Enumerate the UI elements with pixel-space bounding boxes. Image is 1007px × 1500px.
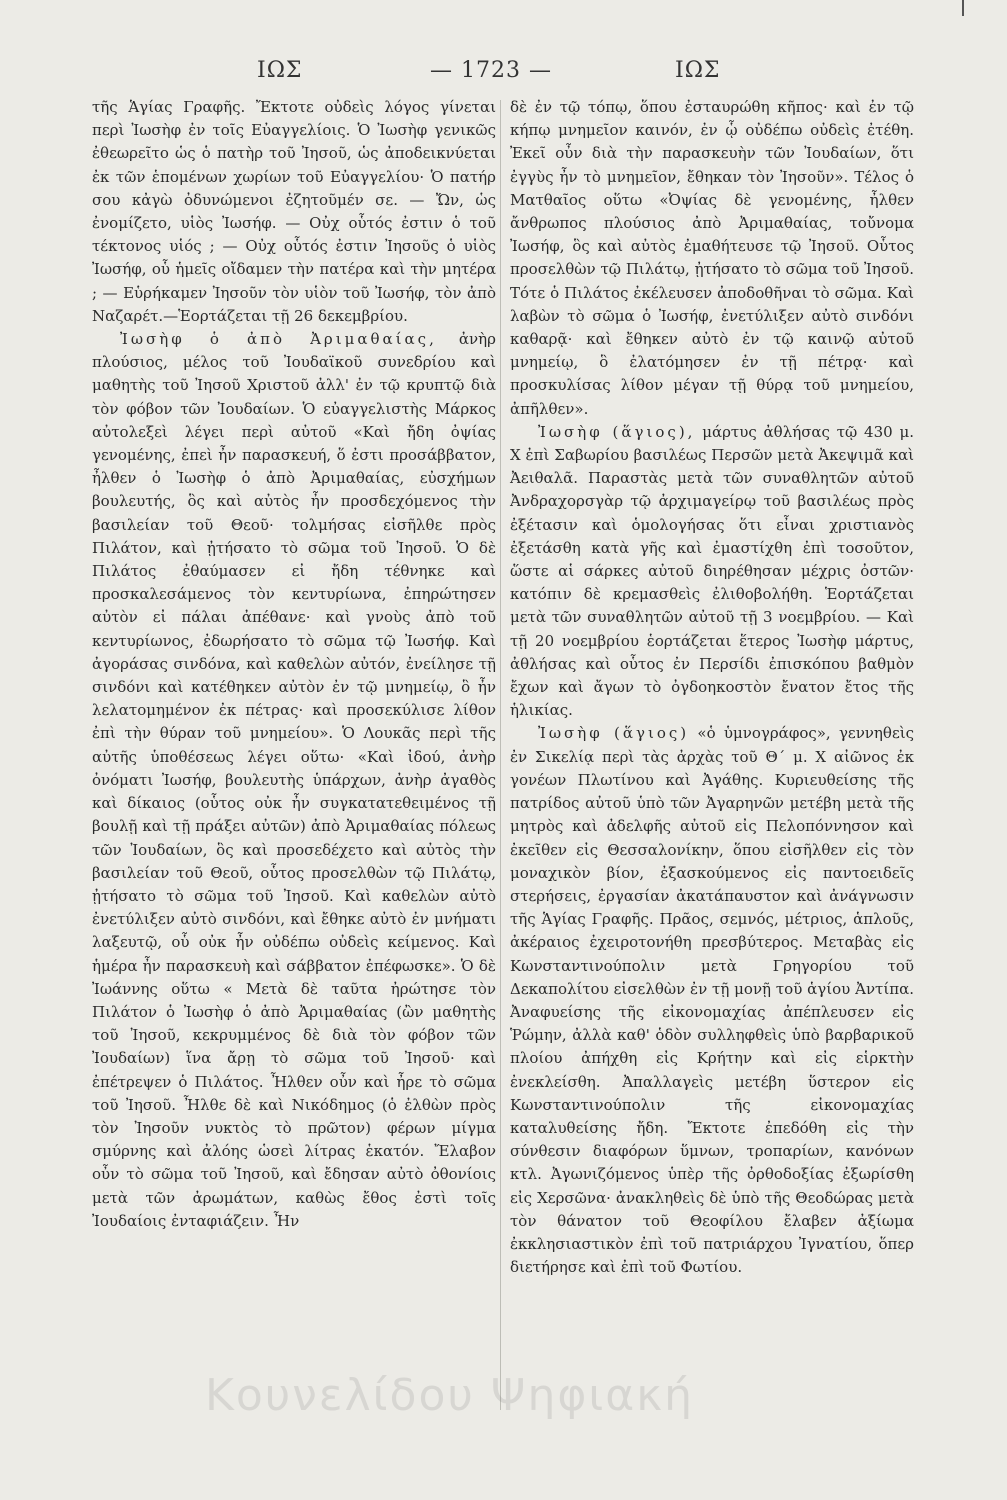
entry-headword: Ἰωσὴφ ὁ ἀπὸ Ἀριμαθαίας, (120, 330, 437, 349)
entry-joseph-martyr (510, 421, 914, 723)
entry-headword: Ἰωσὴφ (ἅγιος) (538, 724, 690, 743)
entry-headword: Ἰωσὴφ (ἅγιος), (538, 422, 696, 441)
entry-body: μάρτυς ἀθλήσας τῷ 430 μ. Χ ἐπὶ Σαβωρίου βασιλέως Περσῶν μετὰ Ἀκεψιμᾶ καὶ Ἀειθαλᾶ. Παραστὰς μετὰ τῶν συναθλητῶν αὐτοῦ Ἀνδραχορσγὰρ τῷ ἀρχιμαγείρῳ τοῦ βασιλέως πρὸς ἐξέτασιν καὶ ὁμολογήσας ὅτι εἶναι χριστιανὸς ἐξετάσθη κατὰ γῆς καὶ ἐμαστίχθη ἐπὶ τοσοῦτον, ὥστε αἱ σάρκες αὐτοῦ διηρέθησαν μέχρις ὀστῶν· κατόπιν δὲ κρεμασθεὶς ἐλιθοβολήθη. Ἑορτάζεται μετὰ τῶν συναθλητῶν αὐτοῦ τῇ 3 νοεμβρίου. — Καὶ τῇ 20 νοεμβρίου ἑορτάζεται ἕτερος Ἰωσὴφ μάρτυς, ἀθλήσας καὶ οὗτος ἐν Περσίδι ἐπισκόπου βαθμὸν ἔχων καὶ ἄγων τὸ ὀγδοηκοστὸν ἔνατον ἔτος τῆς ἡλικίας. (510, 422, 914, 720)
entry-body: «ὁ ὑμνογράφος», γεννηθεὶς ἐν Σικελίᾳ περὶ τὰς ἀρχὰς τοῦ Θ΄ μ. Χ αἰῶνος ἐκ γονέων Πλωτίνου καὶ Ἀγάθης. Κυριευθείσης τῆς πατρίδος αὐτοῦ ὑπὸ τῶν Ἀγαρηνῶν μετέβη μετὰ τῆς μητρὸς καὶ ἀδελφῆς αὐτοῦ εἰς Πελοπόννησον καὶ ἐκεῖθεν εἰς Θεσσαλονίκην, ὅπου εἰσῆλθεν εἰς τὸν μοναχικὸν βίον, ἐξασκούμενος εἰς παντοειδεῖς στερήσεις, ἐργασίαν ἀκατάπαυστον καὶ ἀνάγνωσιν τῆς Ἁγίας Γραφῆς. Πρᾶος, σεμνός, μέτριος, ἁπλοῦς, ἀκέραιος ἐχειροτονήθη πρεσβύτερος. Μεταβὰς εἰς Κωνσταντινούπολιν μετὰ Γρηγορίου τοῦ Δεκαπολίτου εἰσελθὼν ἐν τῇ μονῇ τοῦ ἁγίου Ἀντίπα. Ἀναφυείσης τῆς εἰκονομαχίας ἀπέπλευσεν εἰς Ῥώμην, ἀλλὰ καθ' ὁδὸν συλληφθεὶς ὑπὸ βαρβαρικοῦ πλοίου ἀπήχθη εἰς Κρήτην καὶ εἰς εἱρκτὴν ἐνεκλείσθη. Ἀπαλλαγεὶς μετέβη ὕστερον εἰς Κωνσταντινούπολιν τῆς εἰκονομαχίας καταλυθείσης ἤδη. Ἔκτοτε ἐπεδόθη εἰς τὴν σύνθεσιν διαφόρων ὕμνων, τροπαρίων, κανόνων κτλ. Ἀγωνιζόμενος ὑπὲρ τῆς ὀρθοδοξίας ἐξωρίσθη εἰς Χερσῶνα· ἀνακληθεὶς δὲ ὑπὸ τῆς Θεοδώρας μετὰ τὸν θάνατον τοῦ Θεοφίλου ἔλαβεν ἀξίωμα ἐκκλησιαστικὸν ἐπὶ τοῦ πατριάρχου Ἰγνατίου, ὅπερ διετήρησε καὶ ἐπὶ τοῦ Φωτίου. (510, 724, 914, 1277)
library-watermark: Κουνελίδου Ψηφιακή (205, 1370, 695, 1421)
entry-continuation: δὲ ἐν τῷ τόπῳ, ὅπου ἐσταυρώθη κῆπος· καὶ ἐν τῷ κήπῳ μνημεῖον καινόν, ἐν ᾧ οὐδέπω οὐδεὶς ἐτέθη. Ἐκεῖ οὖν διὰ τὴν παρασκευὴν τῶν Ἰουδαίων, ὅτι ἐγγὺς ἦν τὸ μνημεῖον, ἔθηκαν τὸν Ἰησοῦν». Τέλος ὁ Ματθαῖος οὕτω «Ὀψίας δὲ γενομένης, ἦλθεν ἄνθρωπος πλούσιος ἀπὸ Ἀριμαθαίας, τοὔνομα Ἰωσήφ, ὃς καὶ αὐτὸς ἐμαθήτευσε τῷ Ἰησοῦ. Οὗτος προσελθὼν τῷ Πιλάτῳ, ᾐτήσατο τὸ σῶμα τοῦ Ἰησοῦ. Τότε ὁ Πιλάτος ἐκέλευσεν ἀποδοθῆναι τὸ σῶμα. Καὶ λαβὼν τὸ σῶμα ὁ Ἰωσήφ, ἐνετύλιξεν αὐτὸ σινδόνι καθαρᾷ· καὶ ἔθηκεν αὐτὸ ἐν τῷ καινῷ αὐτοῦ μνημείῳ, ὃ ἐλατόμησεν ἐν τῇ πέτρᾳ· καὶ προσκυλίσας λίθον μέγαν τῇ θύρᾳ τοῦ μνημείου, ἀπῆλθεν». (510, 98, 914, 418)
header-left-term: ΙΩΣ (257, 58, 303, 83)
right-column (510, 96, 914, 1279)
header-right-term: ΙΩΣ (675, 58, 721, 83)
page-number: — 1723 — (430, 58, 552, 83)
entry-body: ἀνὴρ πλούσιος, μέλος τοῦ Ἰουδαϊκοῦ συνεδρίου καὶ μαθητὴς τοῦ Ἰησοῦ Χριστοῦ ἀλλ' ἐν τῷ κρυπτῷ διὰ τὸν φόβον τῶν Ἰουδαίων. Ὁ εὐαγγελιστὴς Μάρκος αὐτολεξεὶ λέγει περὶ αὐτοῦ «Καὶ ἤδη ὀψίας γενομένης, ἐπεὶ ἦν παρασκευή, ὅ ἐστι προσάββατον, ἦλθεν ὁ Ἰωσὴφ ὁ ἀπὸ Ἀριμαθαίας, εὐσχήμων βουλευτής, ὃς καὶ αὐτὸς ἦν προσδεχόμενος τὴν βασιλείαν τοῦ Θεοῦ· τολμήσας εἰσῆλθε πρὸς Πιλάτον, καὶ ᾐτήσατο τὸ σῶμα τοῦ Ἰησοῦ. Ὁ δὲ Πιλάτος ἐθαύμασεν εἰ ἤδη τέθνηκε καὶ προσκαλεσάμενος τὸν κεντυρίωνα, ἐπηρώτησεν αὐτὸν εἰ πάλαι ἀπέθανε· καὶ γνοὺς ἀπὸ τοῦ κεντυρίωνος, ἐδωρήσατο τὸ σῶμα τῷ Ἰωσήφ. Καὶ ἀγοράσας σινδόνα, καὶ καθελὼν αὐτόν, ἐνείλησε τῇ σινδόνι καὶ κατέθηκεν αὐτὸν ἐν τῷ μνημείῳ, ὃ ἦν λελατομημένον ἐκ πέτρας· καὶ προσεκύλισε λίθον ἐπὶ τὴν θύραν τοῦ μνημείου». Ὁ Λουκᾶς περὶ τῆς αὐτῆς ὑποθέσεως λέγει οὕτω· «Καὶ ἰδού, ἀνὴρ ὀνόματι Ἰωσήφ, βουλευτὴς ὑπάρχων, ἀνὴρ ἀγαθὸς καὶ δίκαιος (οὗτος οὐκ ἦν συγκατατεθειμένος τῇ βουλῇ καὶ τῇ πράξει αὐτῶν) ἀπὸ Ἀριμαθαίας πόλεως τῶν Ἰουδαίων, ὃς καὶ προσεδέχετο καὶ αὐτὸς τὴν βασιλείαν τοῦ Θεοῦ, οὗτος προσελθὼν τῷ Πιλάτῳ, ᾐτήσατο τὸ σῶμα τοῦ Ἰησοῦ. Καὶ καθελὼν αὐτὸ ἐνετύλιξεν αὐτὸ σινδόνι, καὶ ἔθηκε αὐτὸ ἐν μνήματι λαξευτῷ, οὗ οὐκ ἦν οὐδέπω οὐδεὶς κείμενος. Καὶ ἡμέρα ἦν παρασκευὴ καὶ σάββατον ἐπέφωσκε». Ὁ δὲ Ἰωάννης οὕτω « Μετὰ δὲ ταῦτα ἠρώτησε τὸν Πιλάτον ὁ Ἰωσὴφ ὁ ἀπὸ Ἀριμαθαίας (ὢν μαθητὴς τοῦ Ἰησοῦ, κεκρυμμένος δὲ διὰ τὸν φόβον τῶν Ἰουδαίων) ἵνα ἄρῃ τὸ σῶμα τοῦ Ἰησοῦ· καὶ ἐπέτρεψεν ὁ Πιλάτος. Ἦλθεν οὖν καὶ ἦρε τὸ σῶμα τοῦ Ἰησοῦ. Ἦλθε δὲ καὶ Νικόδημος (ὁ ἐλθὼν πρὸς τὸν Ἰησοῦν νυκτὸς τὸ πρῶτον) φέρων μίγμα σμύρνης καὶ ἀλόης ὡσεὶ λίτρας ἑκατόν. Ἔλαβον οὖν τὸ σῶμα τοῦ Ἰησοῦ, καὶ ἔδησαν αὐτὸ ὀθονίοις μετὰ τῶν ἀρωμάτων, καθὼς ἔθος ἐστὶ τοῖς Ἰουδαίοις ἐνταφιάζειν. Ἦν (92, 330, 496, 1230)
entry-joseph-arimathea (92, 328, 496, 1233)
entry-joseph-hymnographer (510, 722, 914, 1279)
page-header (92, 58, 916, 88)
left-column (92, 96, 496, 1233)
scan-mark (962, 0, 964, 16)
entry-continuation: τῆς Ἁγίας Γραφῆς. Ἔκτοτε οὐδεὶς λόγος γίνεται περὶ Ἰωσὴφ ἐν τοῖς Εὐαγγελίοις. Ὁ Ἰωσὴφ γενικῶς ἐθεωρεῖτο ὡς ὁ πατὴρ τοῦ Ἰησοῦ, ὡς ἀποδεικνύεται ἐκ τῶν ἑπομένων χωρίων τοῦ Εὐαγγελίου· Ὁ πατήρ σου κἀγὼ ὀδυνώμενοι ἐζητοῦμέν σε. — Ὤν, ὡς ἐνομίζετο, υἱὸς Ἰωσήφ. — Οὐχ οὗτός ἐστιν ὁ τοῦ τέκτονος υἱός ; — Οὐχ οὗτός ἐστιν Ἰησοῦς ὁ υἱὸς Ἰωσήφ, οὗ ἡμεῖς οἴδαμεν τὴν πατέρα καὶ τὴν μητέρα ; — Εὑρήκαμεν Ἰησοῦν τὸν υἱὸν τοῦ Ἰωσήφ, τὸν ἀπὸ Ναζαρέτ.—Ἑορτάζεται τῇ 26 δεκεμβρίου. (92, 98, 496, 325)
column-divider (500, 100, 501, 1410)
